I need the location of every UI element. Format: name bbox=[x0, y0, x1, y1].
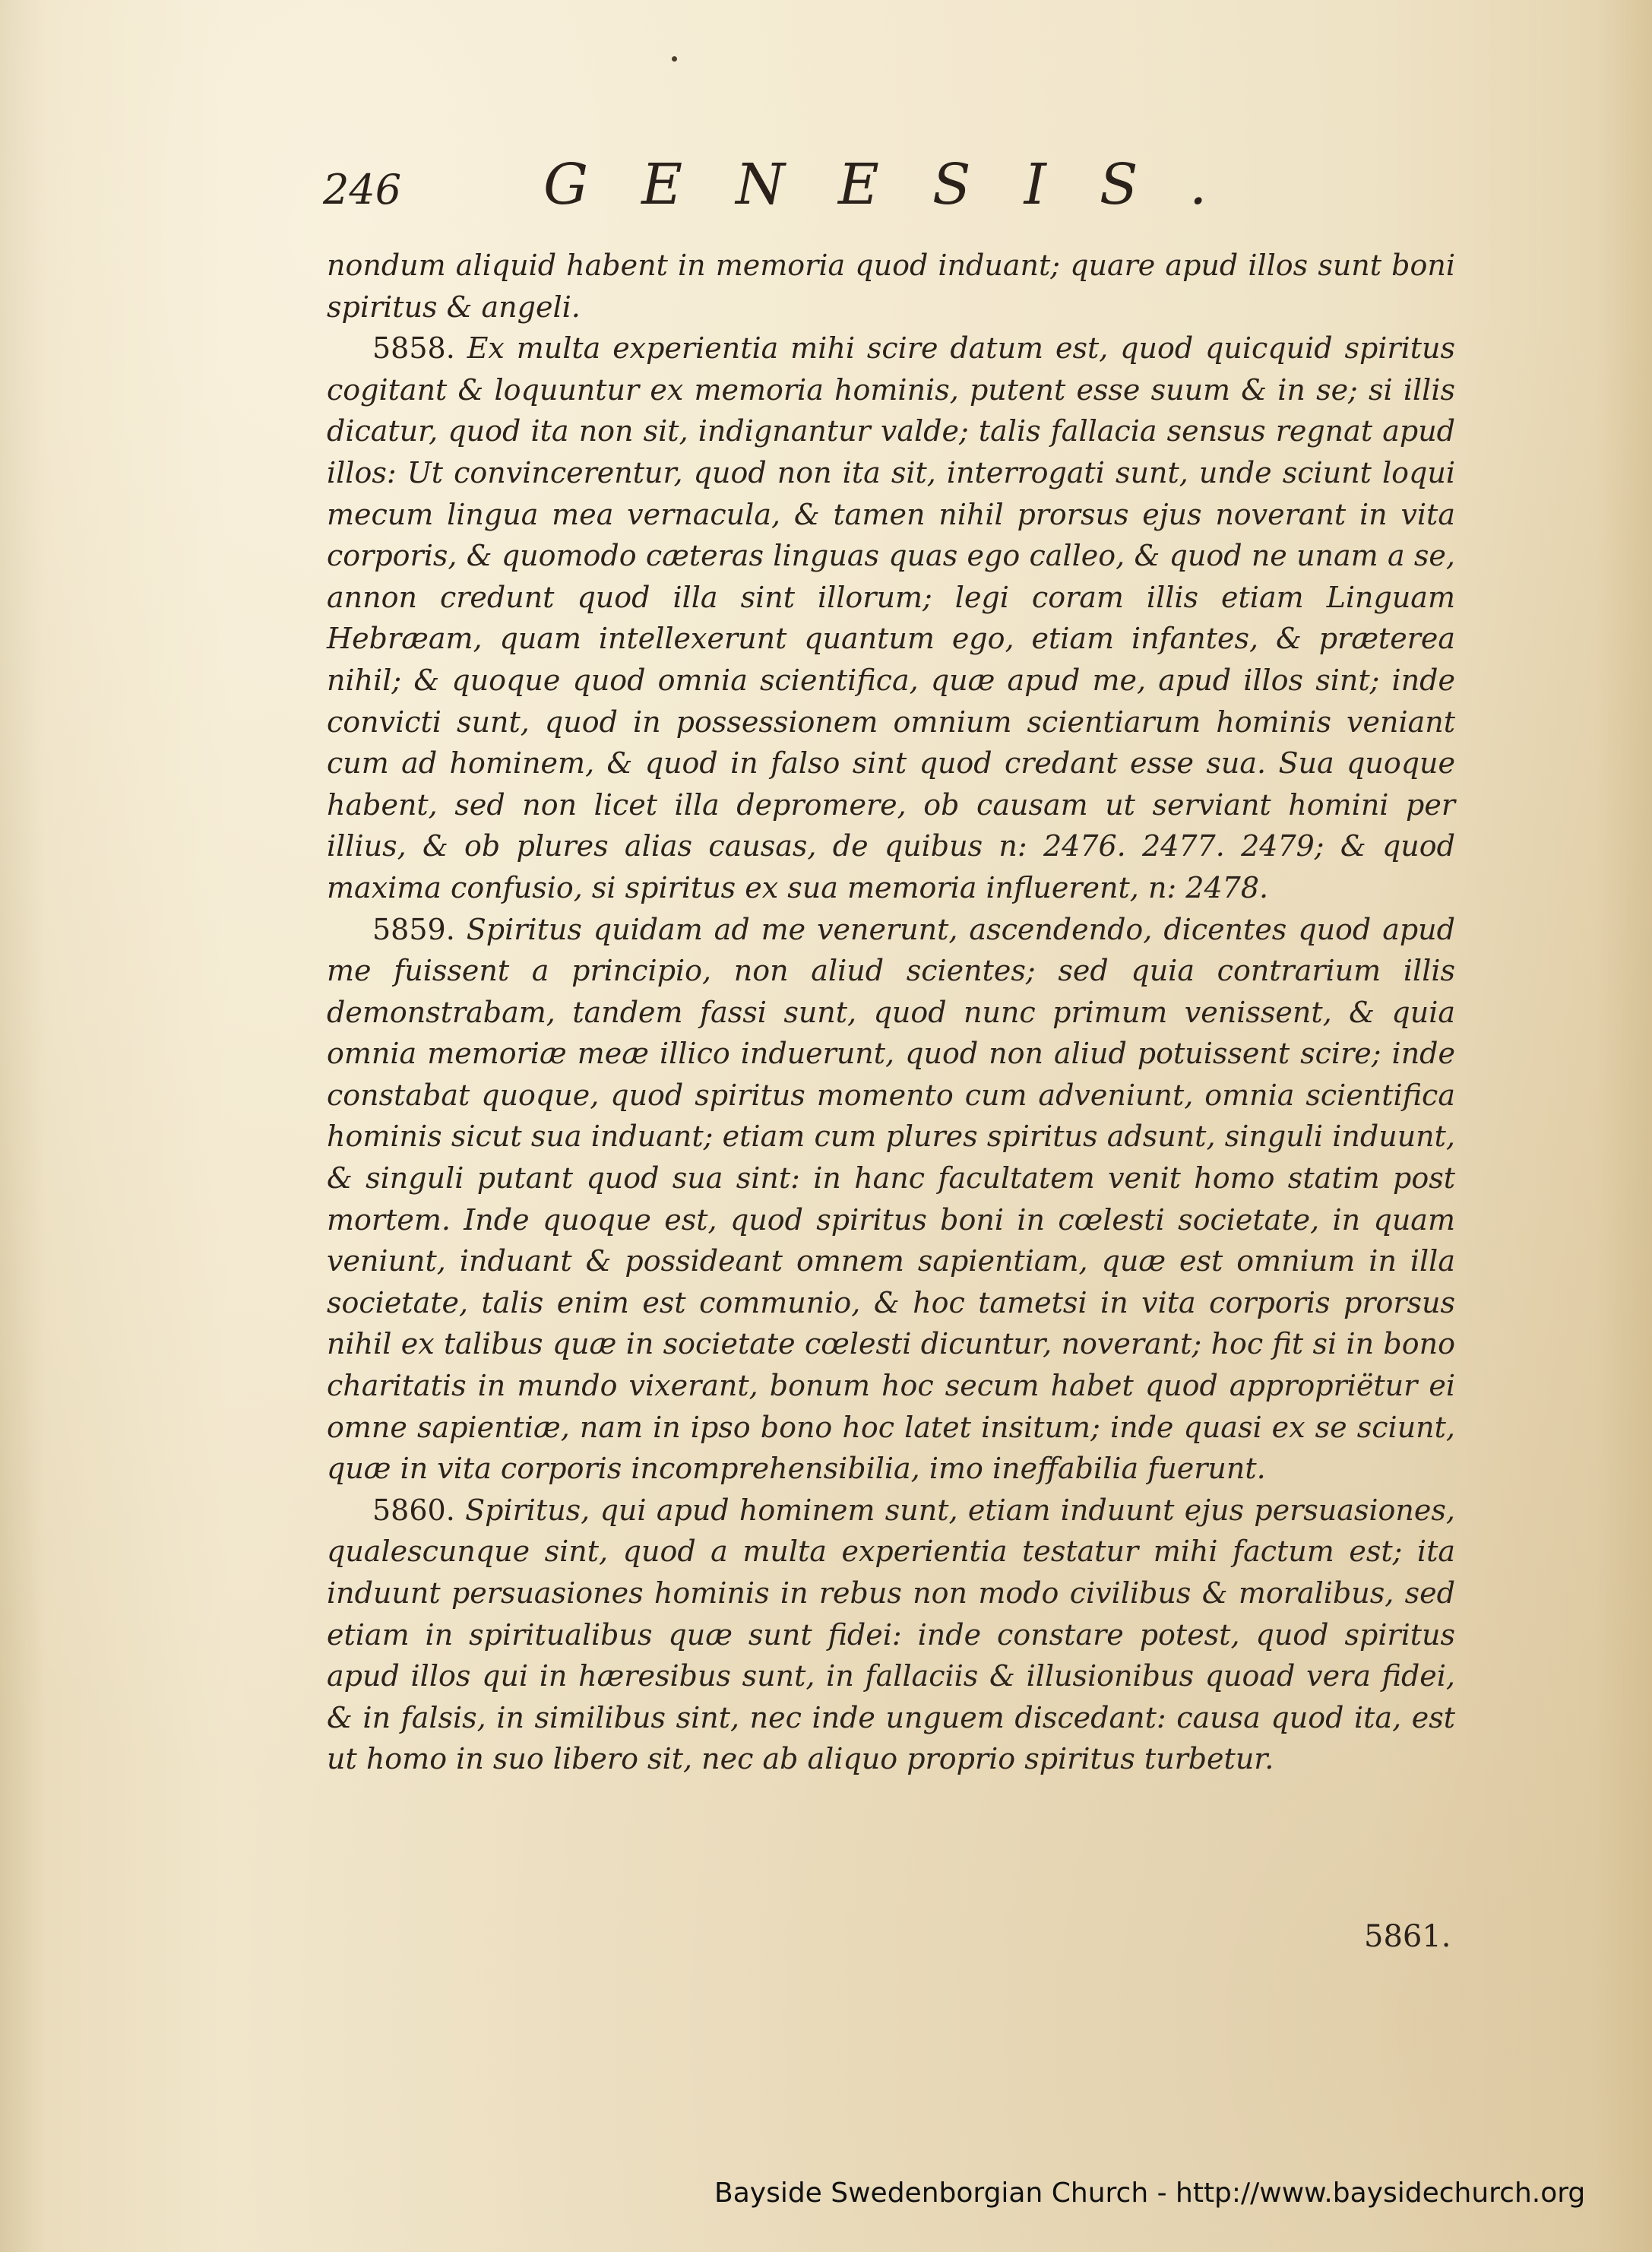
paragraph-continuation bbox=[327, 245, 1455, 328]
paragraph-text: Spiritus, qui apud hominem sunt, etiam induunt ejus persuasiones, qualescunque sint, quod a multa experientia testatur mihi factum est; ita induunt persuasiones hominis in rebus non modo civilibus & moralibus, sed etiam in spiritualibus quæ sunt fidei: inde constare potest, quod spiritus apud illos qui in hæresibus sunt, in fallaciis & illusionibus quoad vera fidei, & in falsis, in similibus sint, nec inde unguem discedant: causa quod ita, est ut homo in suo libero sit, nec ab aliquo proprio spiritus turbetur. bbox=[327, 1493, 1455, 1776]
paragraph-text: nondum aliquid habent in memoria quod induant; quare apud illos sunt boni spiritus & angeli. bbox=[327, 249, 1455, 324]
paragraph-text: Spiritus quidam ad me venerunt, ascendendo, dicentes quod apud me fuissent a principio, non aliud scientes; sed quia contrarium illis demonstrabam, tandem fassi sunt, quod nunc primum venissent, & quia omnia memoriæ meæ illico induerunt, quod non aliud potuissent scire; inde constabat quoque, quod spiritus momento cum adveniunt, omnia scientifica hominis sicut sua induant; etiam cum plures spiritus adsunt, singuli induunt, & singuli putant quod sua sint: in hanc facultatem venit homo statim post mortem. Inde quoque est, quod spiritus boni in cœlesti societate, in quam veniunt, induant & possideant omnem sapientiam, quæ est omnium in illa societate, talis enim est communio, & hoc tametsi in vita corporis prorsus nihil ex talibus quæ in societate cœlesti dicuntur, noverant; hoc fit si in bono charitatis in mundo vixerant, bonum hoc secum habet quod appropriëtur ei omne sapientiæ, nam in ipso bono hoc latet insitum; inde quasi ex se sciunt, quæ in vita corporis incomprehensibilia, imo ineffabilia fuerunt. bbox=[327, 912, 1455, 1486]
catchword: 5861. bbox=[1364, 1919, 1451, 1954]
paragraph-5860 bbox=[327, 1490, 1455, 1780]
paragraph-number: 5858. bbox=[372, 331, 455, 366]
paragraph-number: 5860. bbox=[372, 1493, 455, 1527]
running-title: GENESIS. bbox=[543, 152, 1261, 217]
ink-speck bbox=[672, 56, 677, 62]
paragraph-number: 5859. bbox=[372, 912, 455, 946]
page-number: 246 bbox=[323, 166, 402, 214]
paragraph-5858 bbox=[327, 328, 1455, 908]
watermark-credit: Bayside Swedenborgian Church - http://www.baysidechurch.org bbox=[714, 2178, 1586, 2209]
paragraph-text: Ex multa experientia mihi scire datum est, quod quicquid spiritus cogitant & loquuntur ex memoria hominis, putent esse suum & in se; si illis dicatur, quod ita non sit, indignantur valde; talis fallacia sensus regnat apud illos: Ut convincerentur, quod non ita sit, interrogati sunt, unde sciunt loqui mecum lingua mea vernacula, & tamen nihil prorsus ejus noverant in vita corporis, & quomodo cæteras linguas quas ego calleo, & quod ne unam a se, annon credunt quod illa sint illorum; legi coram illis etiam Linguam Hebræam, quam intellexerunt quantum ego, etiam infantes, & præterea nihil; & quoque quod omnia scientifica, quæ apud me, apud illos sint; inde convicti sunt, quod in possessionem omnium scientiarum hominis veniant cum ad hominem, & quod in falso sint quod credant esse sua. Sua quoque habent, sed non licet illa depromere, ob causam ut serviant homini per illius, & ob plures alias causas, de quibus n: 2476. 2477. 2479; & quod maxima confusio, si spiritus ex sua memoria influerent, n: 2478. bbox=[327, 331, 1455, 904]
body-text bbox=[327, 245, 1455, 1780]
page-header bbox=[323, 152, 1280, 236]
paragraph-5859 bbox=[327, 909, 1455, 1490]
